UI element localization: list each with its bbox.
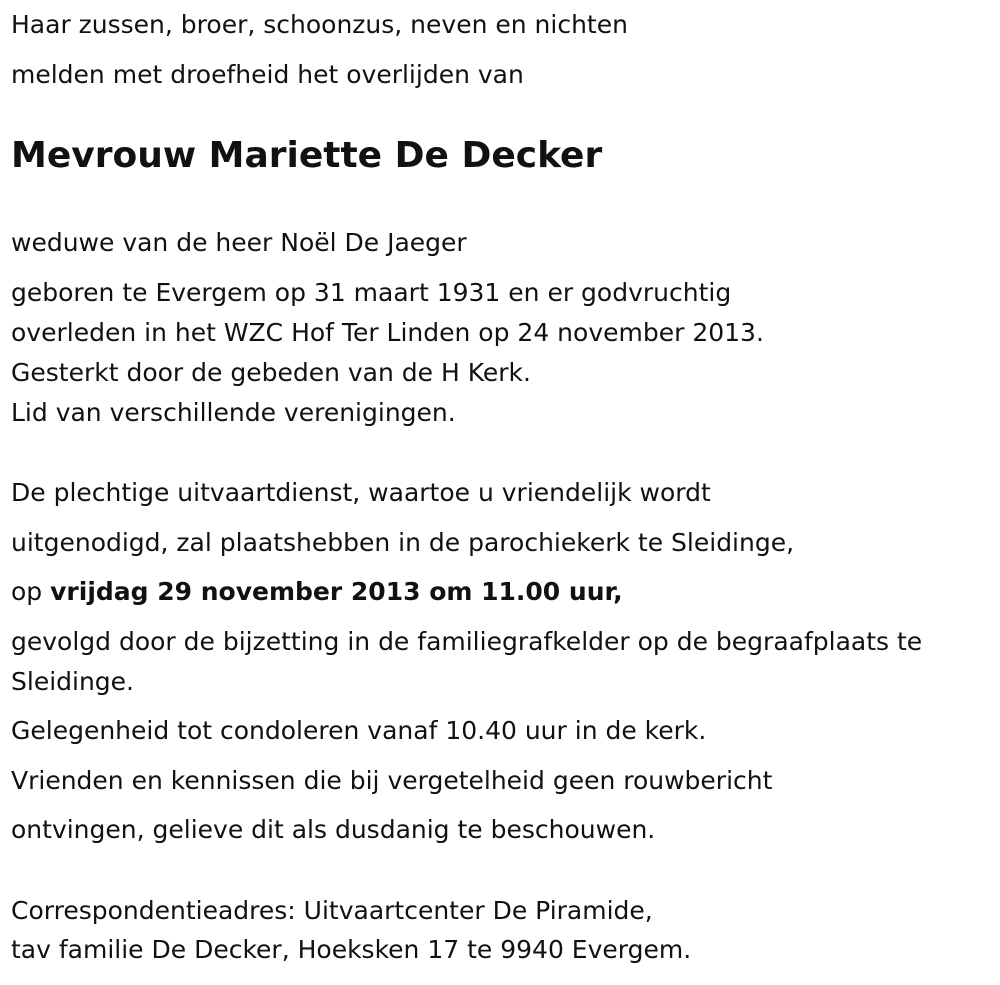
service-line-2: uitgenodigd, zal plaatshebben in de parochiekerk te Sleidinge, — [11, 528, 795, 557]
strengthened-line: Gesterkt door de gebeden van de H Kerk. — [11, 358, 531, 387]
correspondence-line-2: tav familie De Decker, Hoeksken 17 te 9940 Evergem. — [11, 935, 692, 964]
friends-line-1: Vrienden en kennissen die bij vergetelheid geen rouwbericht — [11, 766, 773, 795]
deceased-name: Mevrouw Mariette De Decker — [11, 135, 603, 176]
condolence-line: Gelegenheid tot condoleren vanaf 10.40 uur in de kerk. — [11, 716, 707, 745]
service-date: vrijdag 29 november 2013 om 11.00 uur, — [50, 577, 623, 606]
intro-line-2: melden met droefheid het overlijden van — [11, 60, 524, 89]
died-line: overleden in het WZC Hof Ter Linden op 24 november 2013. — [11, 318, 764, 347]
burial-line-1: gevolgd door de bijzetting in de familiegrafkelder op de begraafplaats te — [11, 627, 923, 656]
friends-line-2: ontvingen, gelieve dit als dusdanig te beschouwen. — [11, 815, 656, 844]
service-date-prefix: op — [11, 577, 51, 606]
intro-line-1: Haar zussen, broer, schoonzus, neven en nichten — [11, 10, 628, 39]
burial-line-2: Sleidinge. — [11, 667, 134, 696]
correspondence-line-1: Correspondentieadres: Uitvaartcenter De Piramide, — [11, 896, 653, 925]
service-date-line — [11, 577, 623, 607]
born-line: geboren te Evergem op 31 maart 1931 en er godvruchtig — [11, 278, 732, 307]
member-line: Lid van verschillende verenigingen. — [11, 398, 456, 427]
service-line-1: De plechtige uitvaartdienst, waartoe u vriendelijk wordt — [11, 478, 711, 507]
widow-line: weduwe van de heer Noël De Jaeger — [11, 228, 467, 257]
